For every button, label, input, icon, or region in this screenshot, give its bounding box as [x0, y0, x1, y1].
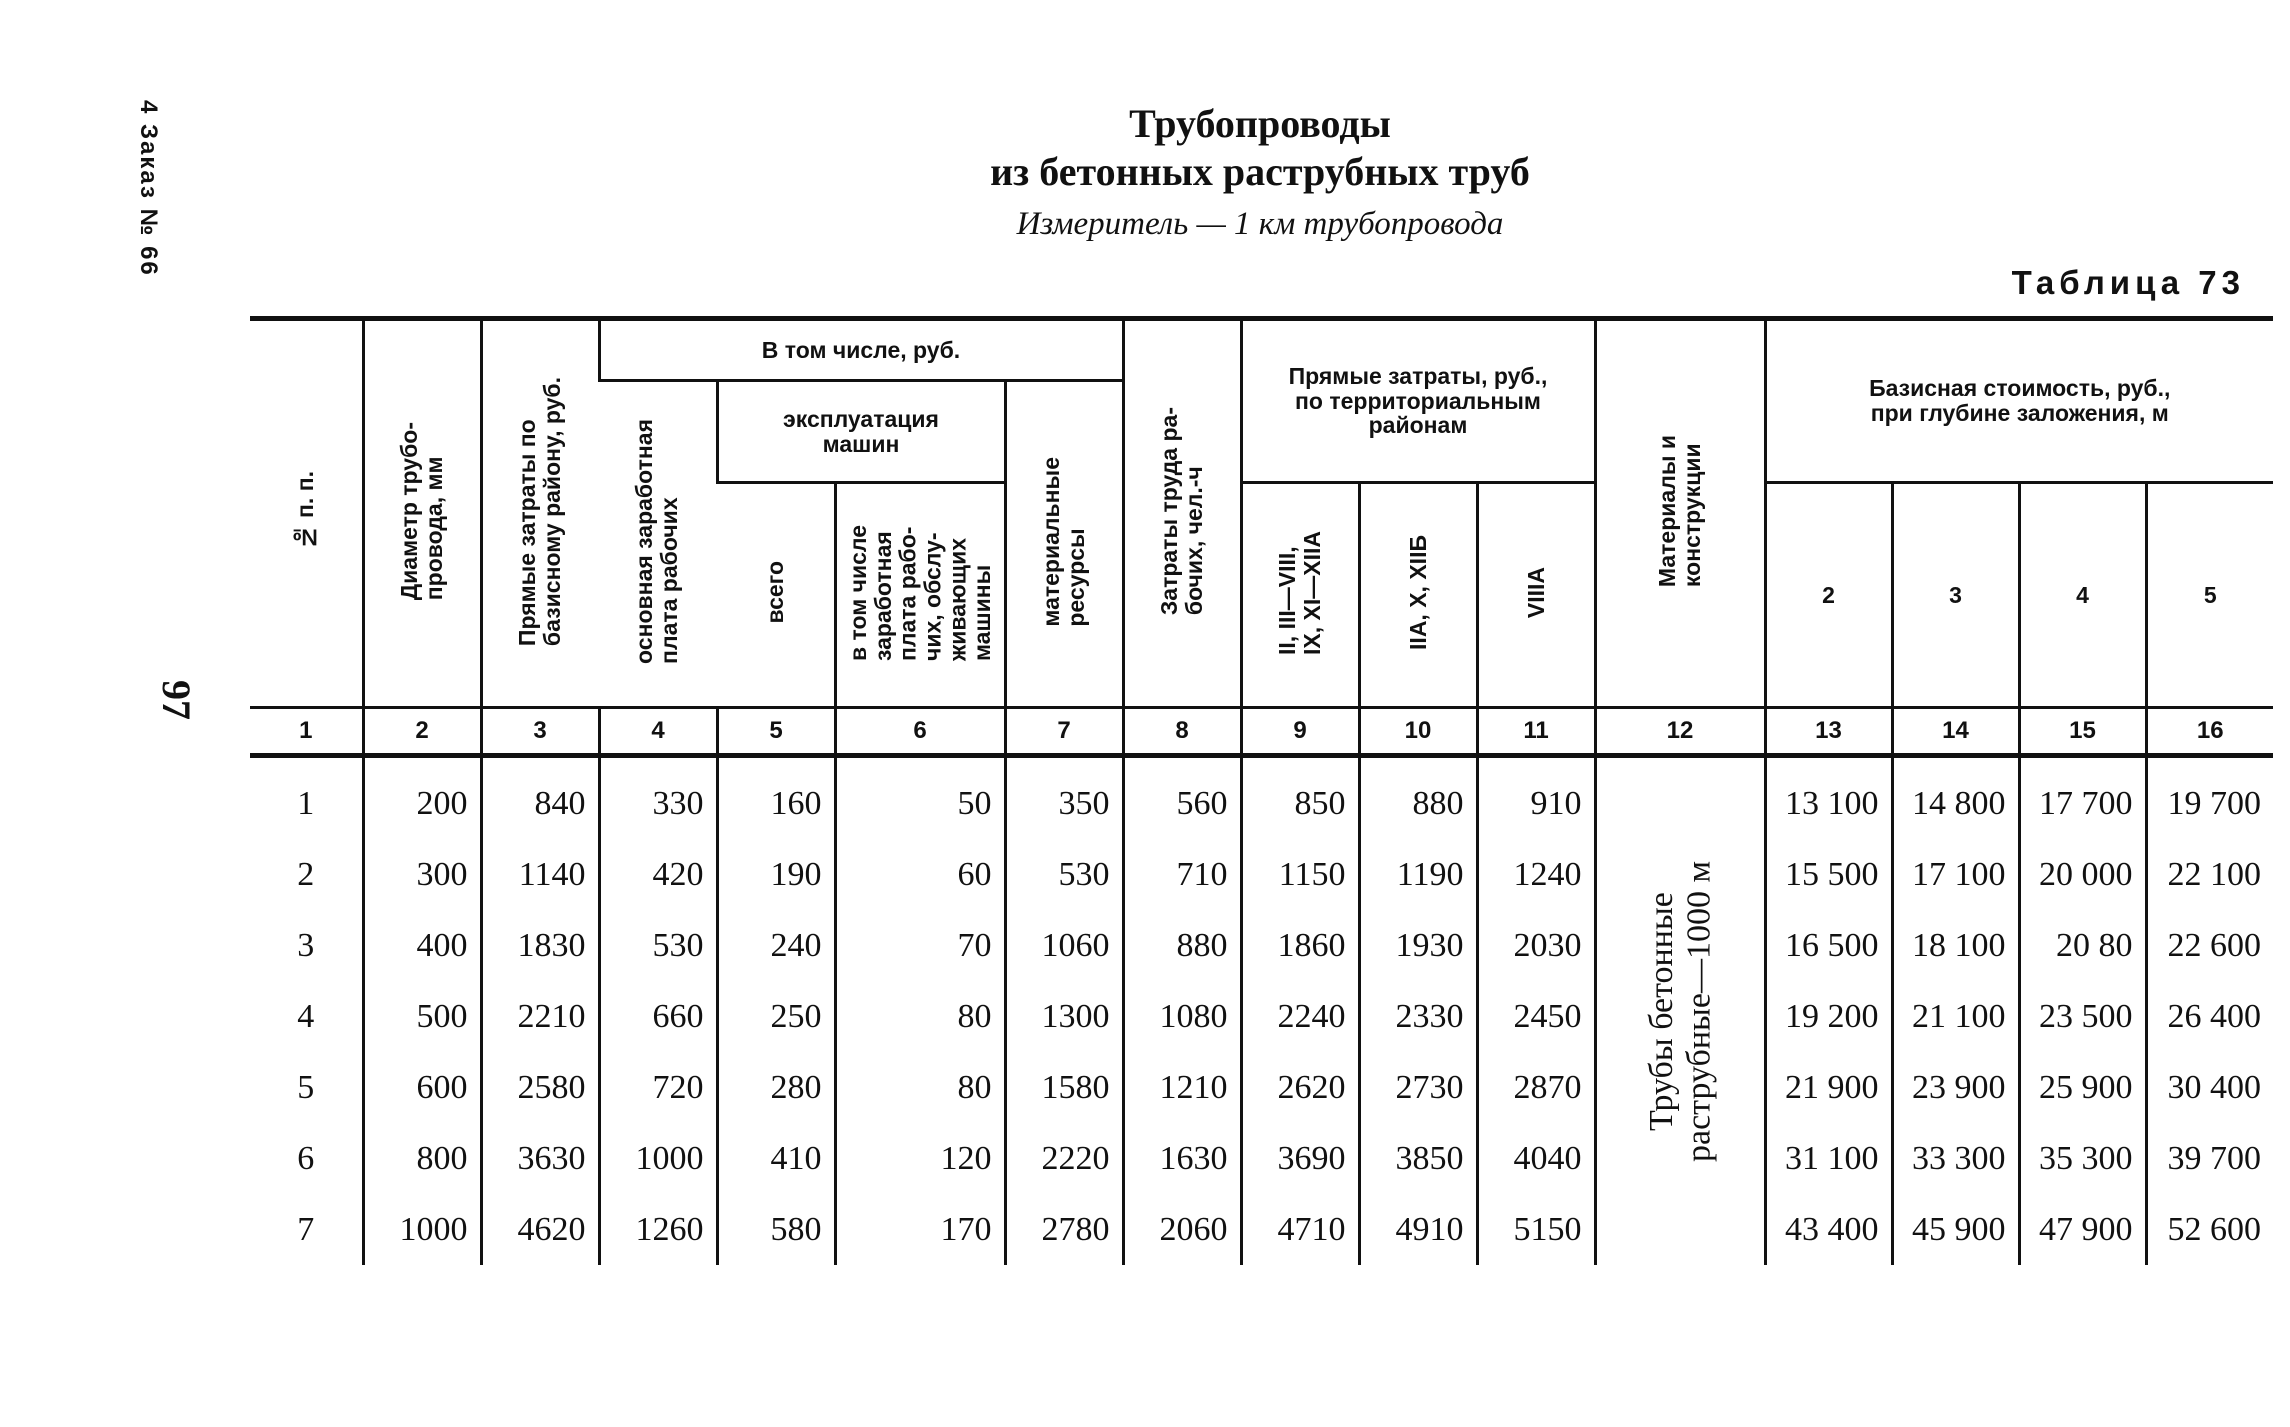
order-note: 4 Заказ № 66 [135, 100, 162, 277]
table-cell: 5 [297, 1068, 315, 1106]
header-direct-costs-base: Прямые затраты по базисному району, руб. [481, 319, 599, 708]
table-cell: 1210 [1123, 1052, 1241, 1123]
header-row-number: № п. п. [250, 319, 363, 708]
measure-unit: Измеритель — 1 км трубопровода [1016, 206, 1504, 242]
table-cell: 400 [363, 910, 481, 981]
table-cell: 17 100 [1892, 839, 2019, 910]
header-depth-3: 3 [1892, 483, 2019, 708]
table-cell: 300 [363, 839, 481, 910]
table-cell: 850 [1241, 756, 1359, 840]
header-total: всего [717, 483, 835, 708]
table-cell: 22 600 [2146, 910, 2273, 981]
table-cell: 530 [1005, 839, 1123, 910]
header-base-cost: Базисная стоимость, руб., при глубине заложения, м [1765, 319, 2273, 483]
table-cell: 17 700 [2019, 756, 2146, 840]
table-cell: 39 700 [2146, 1123, 2273, 1194]
header-depth-5: 5 [2146, 483, 2273, 708]
table-cell: 19 700 [2146, 756, 2273, 840]
column-number-row [250, 708, 2273, 756]
table-cell: 1240 [1477, 839, 1595, 910]
table-cell: 26 400 [2146, 981, 2273, 1052]
table-cell: 160 [717, 756, 835, 840]
table-cell: 23 900 [1892, 1052, 2019, 1123]
table-cell: 880 [1359, 756, 1477, 840]
table-cell: 280 [717, 1052, 835, 1123]
table-cell: 840 [481, 756, 599, 840]
table-cell: 1140 [481, 839, 599, 910]
table-cell: 240 [717, 910, 835, 981]
table-cell: 190 [717, 839, 835, 910]
table-cell: 120 [835, 1123, 1005, 1194]
table-cell: 410 [717, 1123, 835, 1194]
header-materials: Материалы и конструкции [1595, 319, 1765, 708]
table-cell: 2730 [1359, 1052, 1477, 1123]
column-number: 13 [1765, 708, 1892, 756]
table-cell: 3690 [1241, 1123, 1359, 1194]
table-cell: 2240 [1241, 981, 1359, 1052]
table-row [250, 756, 2273, 840]
cost-table [250, 316, 2273, 1265]
column-number: 8 [1123, 708, 1241, 756]
table-row [250, 1194, 2273, 1265]
table-cell: 3630 [481, 1123, 599, 1194]
table-cell: 21 100 [1892, 981, 2019, 1052]
header-region-2: IIА, X, XIIБ [1359, 483, 1477, 708]
header-machine-operation: эксплуатация машин [717, 381, 1005, 483]
table-cell: 35 300 [2019, 1123, 2146, 1194]
table-cell: 80 [835, 981, 1005, 1052]
table-cell: 250 [717, 981, 835, 1052]
table-cell: 1930 [1359, 910, 1477, 981]
table-cell: 1190 [1359, 839, 1477, 910]
table-cell: 43 400 [1765, 1194, 1892, 1265]
table-cell: 600 [363, 1052, 481, 1123]
table-cell: 710 [1123, 839, 1241, 910]
table-cell: 25 900 [2019, 1052, 2146, 1123]
table-cell: 19 200 [1765, 981, 1892, 1052]
table-cell: 530 [599, 910, 717, 981]
header-diameter: Диаметр трубо- провода, мм [363, 319, 481, 708]
column-number: 9 [1241, 708, 1359, 756]
table-cell: 30 400 [2146, 1052, 2273, 1123]
column-number: 3 [481, 708, 599, 756]
table-cell: 2030 [1477, 910, 1595, 981]
table-cell: 2780 [1005, 1194, 1123, 1265]
column-number: 5 [717, 708, 835, 756]
table-cell: 16 500 [1765, 910, 1892, 981]
table-cell: 500 [363, 981, 481, 1052]
table-cell: 1830 [481, 910, 599, 981]
column-number: 16 [2146, 708, 2273, 756]
table-cell: 800 [363, 1123, 481, 1194]
header-labor: Затраты труда ра- бочих, чел.-ч [1123, 319, 1241, 708]
page-title-line-2: из бетонных раструбных труб [990, 149, 1530, 194]
table-cell: 20 000 [2019, 839, 2146, 910]
table-cell: 4910 [1359, 1194, 1477, 1265]
header-wage: основная заработная плата рабочих [599, 381, 717, 708]
column-number: 12 [1595, 708, 1765, 756]
table-cell: 660 [599, 981, 717, 1052]
table-cell: 330 [599, 756, 717, 840]
table-cell: 1260 [599, 1194, 717, 1265]
table-cell: 170 [835, 1194, 1005, 1265]
table-cell: 14 800 [1892, 756, 2019, 840]
table-cell: 560 [1123, 756, 1241, 840]
table-cell: 4710 [1241, 1194, 1359, 1265]
table-row [250, 1052, 2273, 1123]
table-cell: 21 900 [1765, 1052, 1892, 1123]
header-depth-2: 2 [1765, 483, 1892, 708]
table-cell: 22 100 [2146, 839, 2273, 910]
table-cell: 3 [297, 926, 315, 964]
table-cell: 2870 [1477, 1052, 1595, 1123]
page-title-line-1: Трубопроводы [1129, 101, 1391, 146]
table-cell: 50 [835, 756, 1005, 840]
table-cell: 33 300 [1892, 1123, 2019, 1194]
table-cell: 47 900 [2019, 1194, 2146, 1265]
table-cell: 45 900 [1892, 1194, 2019, 1265]
table-cell: 880 [1123, 910, 1241, 981]
materials-cell [1595, 756, 1765, 1266]
table-cell: 2 [297, 855, 315, 893]
table-cell: 7 [297, 1210, 315, 1248]
table-cell: 1300 [1005, 981, 1123, 1052]
materials-text: Трубы бетонные раструбные—1000 м [1642, 861, 1717, 1163]
table-row [250, 981, 2273, 1052]
table-cell: 2220 [1005, 1123, 1123, 1194]
column-number: 11 [1477, 708, 1595, 756]
table-cell: 60 [835, 839, 1005, 910]
table-cell: 1580 [1005, 1052, 1123, 1123]
table-cell: 80 [835, 1052, 1005, 1123]
table-cell: 31 100 [1765, 1123, 1892, 1194]
table-cell: 1150 [1241, 839, 1359, 910]
table-cell: 2210 [481, 981, 599, 1052]
table-label: Таблица 73 [2011, 264, 2245, 301]
table-cell: 1860 [1241, 910, 1359, 981]
column-number: 4 [599, 708, 717, 756]
table-cell: 52 600 [2146, 1194, 2273, 1265]
table-cell: 1000 [363, 1194, 481, 1265]
header-including: В том числе, руб. [599, 319, 1123, 381]
table-body [250, 756, 2273, 1266]
table-cell: 420 [599, 839, 717, 910]
table-cell: 70 [835, 910, 1005, 981]
table-cell: 4040 [1477, 1123, 1595, 1194]
header-direct-costs-regions: Прямые затраты, руб., по территориальным районам [1241, 319, 1595, 483]
table-cell: 2580 [481, 1052, 599, 1123]
header-region-1: II, III—VIII, IX, XI—XIIА [1241, 483, 1359, 708]
table-cell: 1060 [1005, 910, 1123, 981]
table-cell: 200 [363, 756, 481, 840]
table-cell: 4 [297, 997, 315, 1035]
table-row [250, 839, 2273, 910]
table-cell: 2060 [1123, 1194, 1241, 1265]
table-cell: 1 [297, 784, 315, 822]
column-number: 1 [250, 708, 363, 756]
table-row [250, 910, 2273, 981]
table-cell: 3850 [1359, 1123, 1477, 1194]
column-number: 6 [835, 708, 1005, 756]
table-cell: 5150 [1477, 1194, 1595, 1265]
table-cell: 1000 [599, 1123, 717, 1194]
table-cell: 1080 [1123, 981, 1241, 1052]
column-number: 10 [1359, 708, 1477, 756]
table-cell: 910 [1477, 756, 1595, 840]
table-cell: 2330 [1359, 981, 1477, 1052]
table-cell: 1630 [1123, 1123, 1241, 1194]
table-cell: 2620 [1241, 1052, 1359, 1123]
table-cell: 4620 [481, 1194, 599, 1265]
column-number: 15 [2019, 708, 2146, 756]
column-number: 14 [1892, 708, 2019, 756]
header-machine-wage: в том числе заработная плата рабо- чих, обслу- живающих машины [835, 483, 1005, 708]
table-cell: 23 500 [2019, 981, 2146, 1052]
header-depth-4: 4 [2019, 483, 2146, 708]
table-cell: 18 100 [1892, 910, 2019, 981]
header-region-3: VIIIА [1477, 483, 1595, 708]
page-number: 97 [154, 680, 199, 720]
table-row [250, 1123, 2273, 1194]
table-cell: 350 [1005, 756, 1123, 840]
table-cell: 13 100 [1765, 756, 1892, 840]
table-cell: 2450 [1477, 981, 1595, 1052]
header-material-resources: материальные ресурсы [1005, 381, 1123, 708]
column-number: 2 [363, 708, 481, 756]
table-cell: 6 [297, 1139, 315, 1177]
table-cell: 20 80 [2019, 910, 2146, 981]
column-number: 7 [1005, 708, 1123, 756]
table-cell: 580 [717, 1194, 835, 1265]
table-cell: 15 500 [1765, 839, 1892, 910]
table-cell: 720 [599, 1052, 717, 1123]
